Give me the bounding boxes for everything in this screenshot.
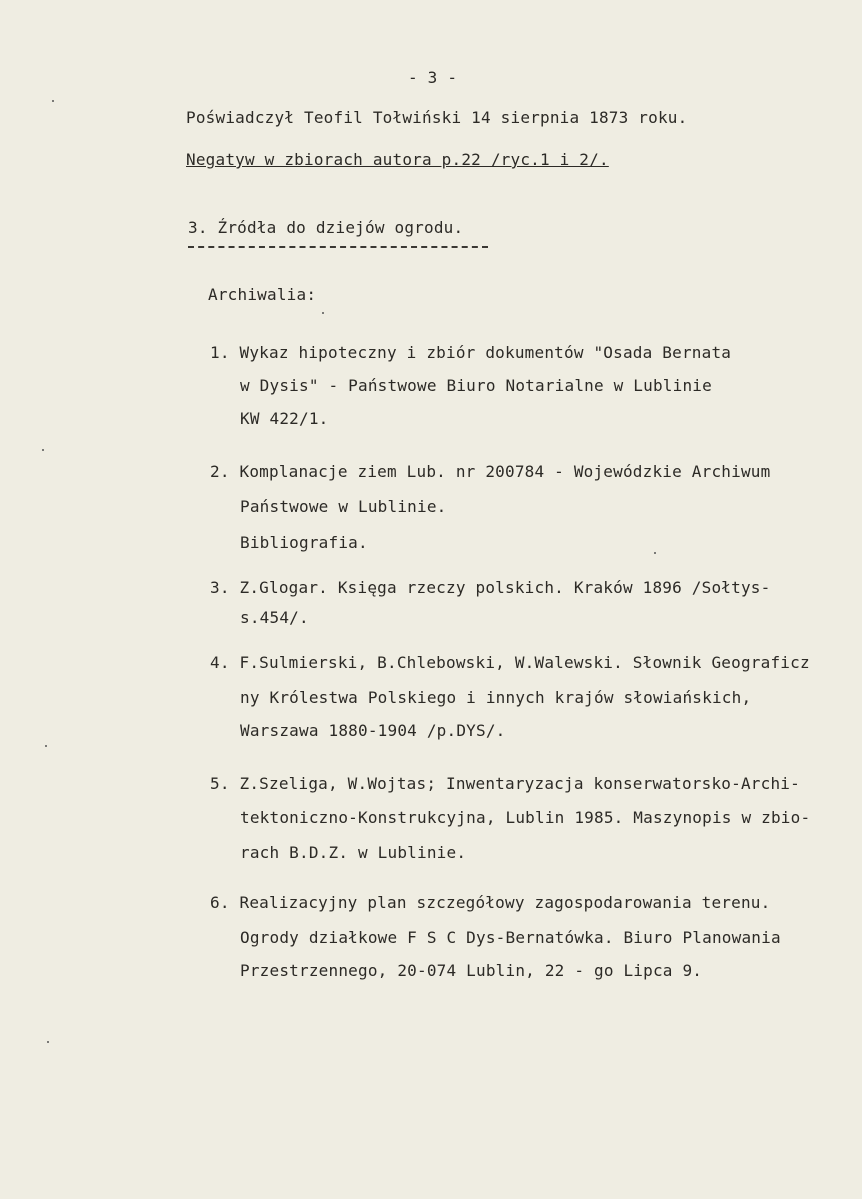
section-heading-underline xyxy=(188,246,488,250)
entry-1-line-3: KW 422/1. xyxy=(240,409,329,428)
intro-line-1: Poświadczył Teofil Tołwiński 14 sierpnia 1873 roku. xyxy=(186,108,688,127)
entry-5-line-1: 5. Z.Szeliga, W.Wojtas; Inwentaryzacja konserwatorsko-Archi- xyxy=(210,774,800,793)
page-number: - 3 - xyxy=(408,68,458,87)
entry-5-line-2: tektoniczno-Konstrukcyjna, Lublin 1985. Maszynopis w zbio- xyxy=(240,808,811,827)
entry-4-line-2: ny Królestwa Polskiego i innych krajów słowiańskich, xyxy=(240,688,752,707)
paper-speck xyxy=(42,449,44,451)
paper-speck xyxy=(52,100,54,102)
paper-speck xyxy=(654,552,656,554)
paper-speck xyxy=(45,745,47,747)
entry-2-line-3: Bibliografia. xyxy=(240,533,368,552)
entry-5-line-3: rach B.D.Z. w Lublinie. xyxy=(240,843,467,862)
entry-6-line-2: Ogrody działkowe F S C Dys-Bernatówka. Biuro Planowania xyxy=(240,928,781,947)
archival-label: Archiwalia: xyxy=(208,285,317,304)
section-heading: 3. Źródła do dziejów ogrodu. xyxy=(188,218,464,237)
entry-4-line-3: Warszawa 1880-1904 /p.DYS/. xyxy=(240,721,506,740)
paper-speck xyxy=(47,1041,49,1043)
intro-line-2: Negatyw w zbiorach autora p.22 /ryc.1 i 2/. xyxy=(186,150,609,169)
entry-1-line-1: 1. Wykaz hipoteczny i zbiór dokumentów "Osada Bernata xyxy=(210,343,732,362)
paper-speck xyxy=(322,312,324,314)
entry-3-line-2: s.454/. xyxy=(240,608,309,627)
entry-6-line-1: 6. Realizacyjny plan szczegółowy zagospodarowania terenu. xyxy=(210,893,771,912)
entry-2-line-2: Państwowe w Lublinie. xyxy=(240,497,447,516)
entry-1-line-2: w Dysis" - Państwowe Biuro Notarialne w Lublinie xyxy=(240,376,712,395)
entry-6-line-3: Przestrzennego, 20-074 Lublin, 22 - go Lipca 9. xyxy=(240,961,703,980)
entry-4-line-1: 4. F.Sulmierski, B.Chlebowski, W.Walewski. Słownik Geograficz xyxy=(210,653,810,672)
entry-3-line-1: 3. Z.Glogar. Księga rzeczy polskich. Kraków 1896 /Sołtys- xyxy=(210,578,771,597)
entry-2-line-1: 2. Komplanacje ziem Lub. nr 200784 - Wojewódzkie Archiwum xyxy=(210,462,771,481)
